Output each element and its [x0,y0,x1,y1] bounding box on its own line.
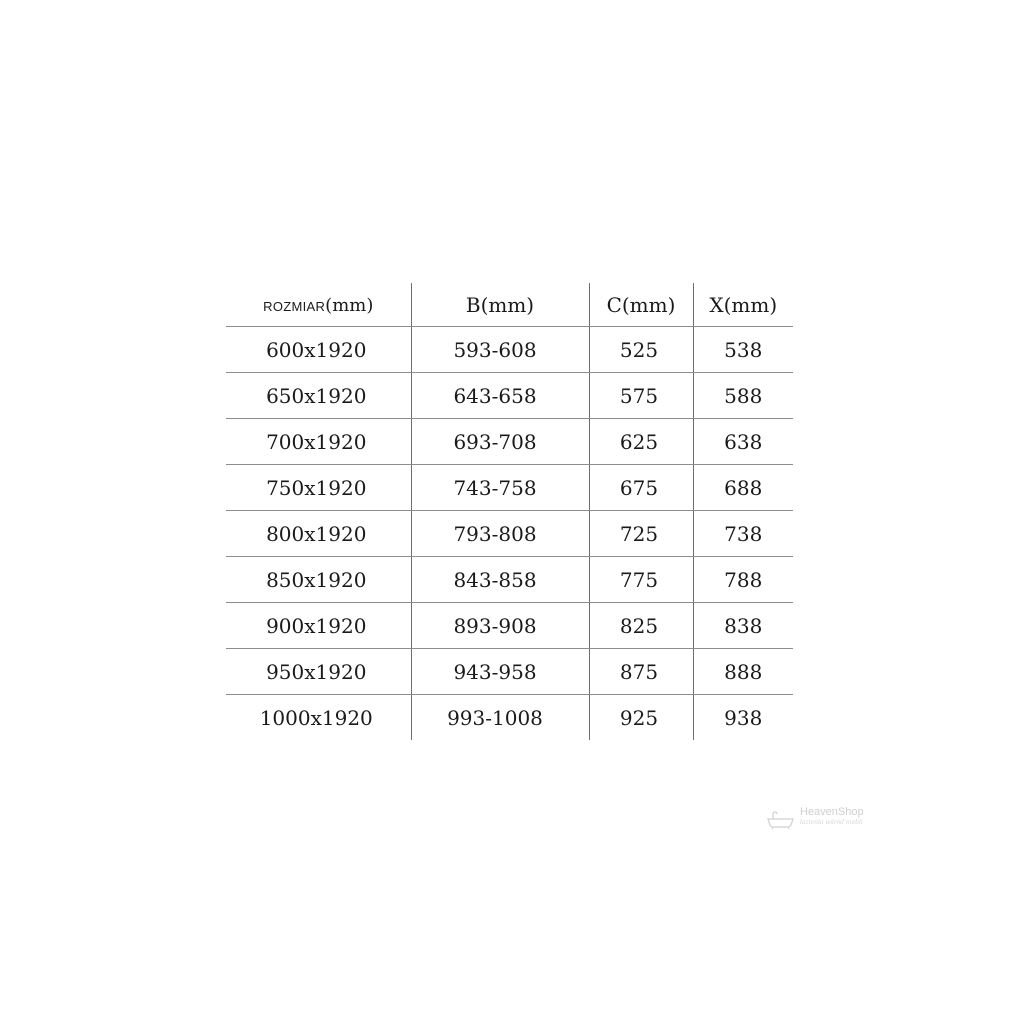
cell-c: 925 [589,695,693,741]
cell-b: 793-808 [411,511,589,557]
heavenshop-watermark [766,806,876,832]
watermark-tagline: łazienki wśród mebli [800,819,863,826]
header-b: B(mm) [411,283,589,327]
watermark-brand: HeavenShop [800,806,864,818]
cell-c: 825 [589,603,693,649]
cell-size: 900x1920 [226,603,411,649]
cell-c: 625 [589,419,693,465]
table-row [226,557,793,603]
table-row [226,327,793,373]
cell-c: 525 [589,327,693,373]
cell-x: 538 [693,327,793,373]
cell-size: 700x1920 [226,419,411,465]
cell-x: 888 [693,649,793,695]
cell-x: 938 [693,695,793,741]
dimensions-table [226,283,793,740]
cell-x: 788 [693,557,793,603]
bathtub-icon [766,810,796,830]
table-row [226,603,793,649]
table-row [226,511,793,557]
cell-size: 1000x1920 [259,705,373,730]
cell-x: 738 [693,511,793,557]
table-header-row [226,283,793,327]
cell-x: 638 [693,419,793,465]
cell-b: 743-758 [411,465,589,511]
cell-b: 593-608 [411,327,589,373]
cell-size: 600x1920 [226,327,411,373]
cell-c: 575 [589,373,693,419]
cell-size: 850x1920 [226,557,411,603]
cell-b: 643-658 [411,373,589,419]
table-row [226,649,793,695]
table-row [226,695,793,741]
cell-b: 693-708 [411,419,589,465]
cell-size: 950x1920 [226,649,411,695]
cell-c: 775 [589,557,693,603]
cell-c: 675 [589,465,693,511]
cell-b: 843-858 [411,557,589,603]
cell-b: 943-958 [411,649,589,695]
cell-size: 650x1920 [226,373,411,419]
table-row [226,419,793,465]
cell-x: 838 [693,603,793,649]
header-size [226,283,411,327]
header-size-unit: (mm) [325,295,374,316]
cell-b: 893-908 [411,603,589,649]
cell-x: 688 [693,465,793,511]
table-row [226,465,793,511]
table-row [226,373,793,419]
cell-c: 725 [589,511,693,557]
cell-size: 750x1920 [226,465,411,511]
header-size-label: ROZMIAR [263,299,326,314]
header-x: X(mm) [693,283,793,327]
cell-c: 875 [589,649,693,695]
cell-size: 800x1920 [226,511,411,557]
header-c: C(mm) [589,283,693,327]
cell-x: 588 [693,373,793,419]
cell-b: 993-1008 [411,695,589,741]
